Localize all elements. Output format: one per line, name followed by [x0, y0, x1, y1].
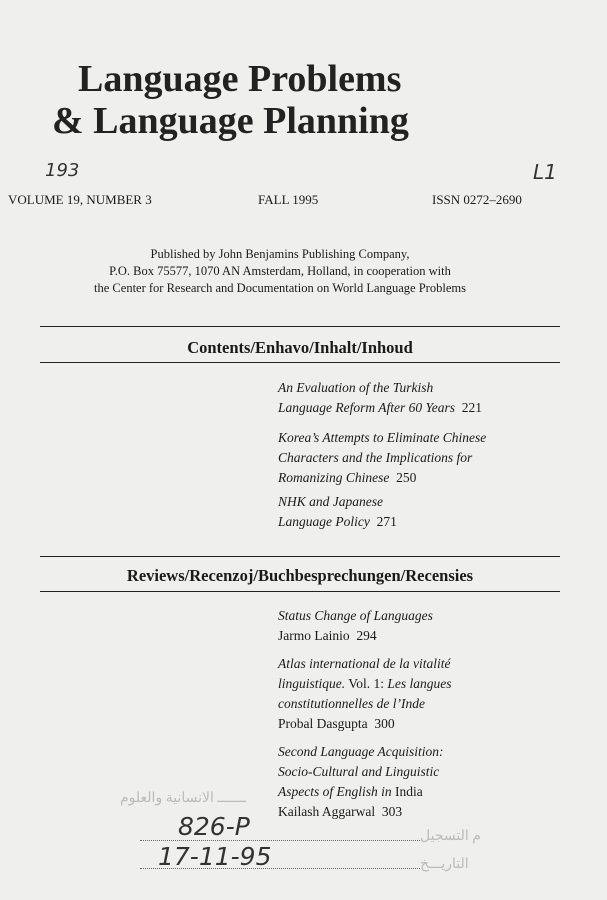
handwritten-number-left: 193: [45, 160, 80, 181]
review-title: Atlas international de la vitalité linguistique. Vol. 1: Les langues constitutionnelles de l’Inde Probal Dasgupta 300: [278, 656, 452, 731]
review-title: Second Language Acquisition: Socio-Cultural and Linguistic Aspects of English in India Kailash Aggarwal 303: [278, 744, 444, 819]
entry-title: NHK and Japanese Language Policy 271: [278, 494, 397, 529]
entry-page: 294: [356, 628, 377, 643]
handwritten-date: 17-11-95: [158, 842, 272, 871]
divider: [40, 556, 560, 557]
journal-title: [0, 58, 607, 142]
entry-title: Korea’s Attempts to Eliminate Chinese Characters and the Implications for Romanizing Chinese 250: [278, 430, 487, 485]
entry-page: 303: [381, 804, 403, 819]
reviewer: Kailash Aggarwal: [278, 804, 376, 819]
library-stamp-arabic: التاريـــخ: [420, 857, 469, 872]
entry-page: 250: [396, 470, 417, 485]
issn: ISSN 0272–2690: [432, 192, 522, 207]
divider: [40, 326, 560, 327]
journal-title-line2: & Language Planning: [52, 100, 409, 142]
reviewer: Probal Dasgupta: [278, 716, 368, 731]
entry-page: 271: [376, 514, 397, 529]
publisher-block: [0, 246, 560, 297]
library-stamp-arabic: ـــــــ الانسانية والعلوم: [120, 791, 247, 806]
issue-season: FALL 1995: [258, 192, 319, 207]
volume-number: VOLUME 19, NUMBER 3: [8, 192, 152, 207]
contents-heading: Contents/Enhavo/Inhalt/Inhoud: [187, 338, 413, 357]
handwritten-registration-number: 826-P: [178, 812, 250, 841]
entry-title: An Evaluation of the Turkish Language Reform After 60 Years 221: [278, 380, 483, 415]
journal-title-line1: Language Problems: [78, 58, 402, 100]
divider: [40, 591, 560, 592]
divider: [40, 362, 560, 363]
publisher-line: the Center for Research and Documentation on World Language Problems: [94, 281, 466, 295]
entry-page: 300: [374, 716, 395, 731]
publisher-line: P.O. Box 75577, 1070 AN Amsterdam, Holland, in cooperation with: [109, 264, 451, 278]
handwritten-code-right: L1: [533, 160, 557, 184]
publisher-line: Published by John Benjamins Publishing Company,: [150, 247, 410, 261]
review-title: Status Change of Languages Jarmo Lainio 294: [278, 608, 433, 643]
entry-page: 221: [461, 400, 483, 415]
reviewer: Jarmo Lainio: [278, 628, 350, 643]
reviews-heading: Reviews/Recenzoj/Buchbesprechungen/Recensies: [126, 566, 474, 585]
library-stamp-arabic: م التسجيل: [420, 829, 481, 844]
